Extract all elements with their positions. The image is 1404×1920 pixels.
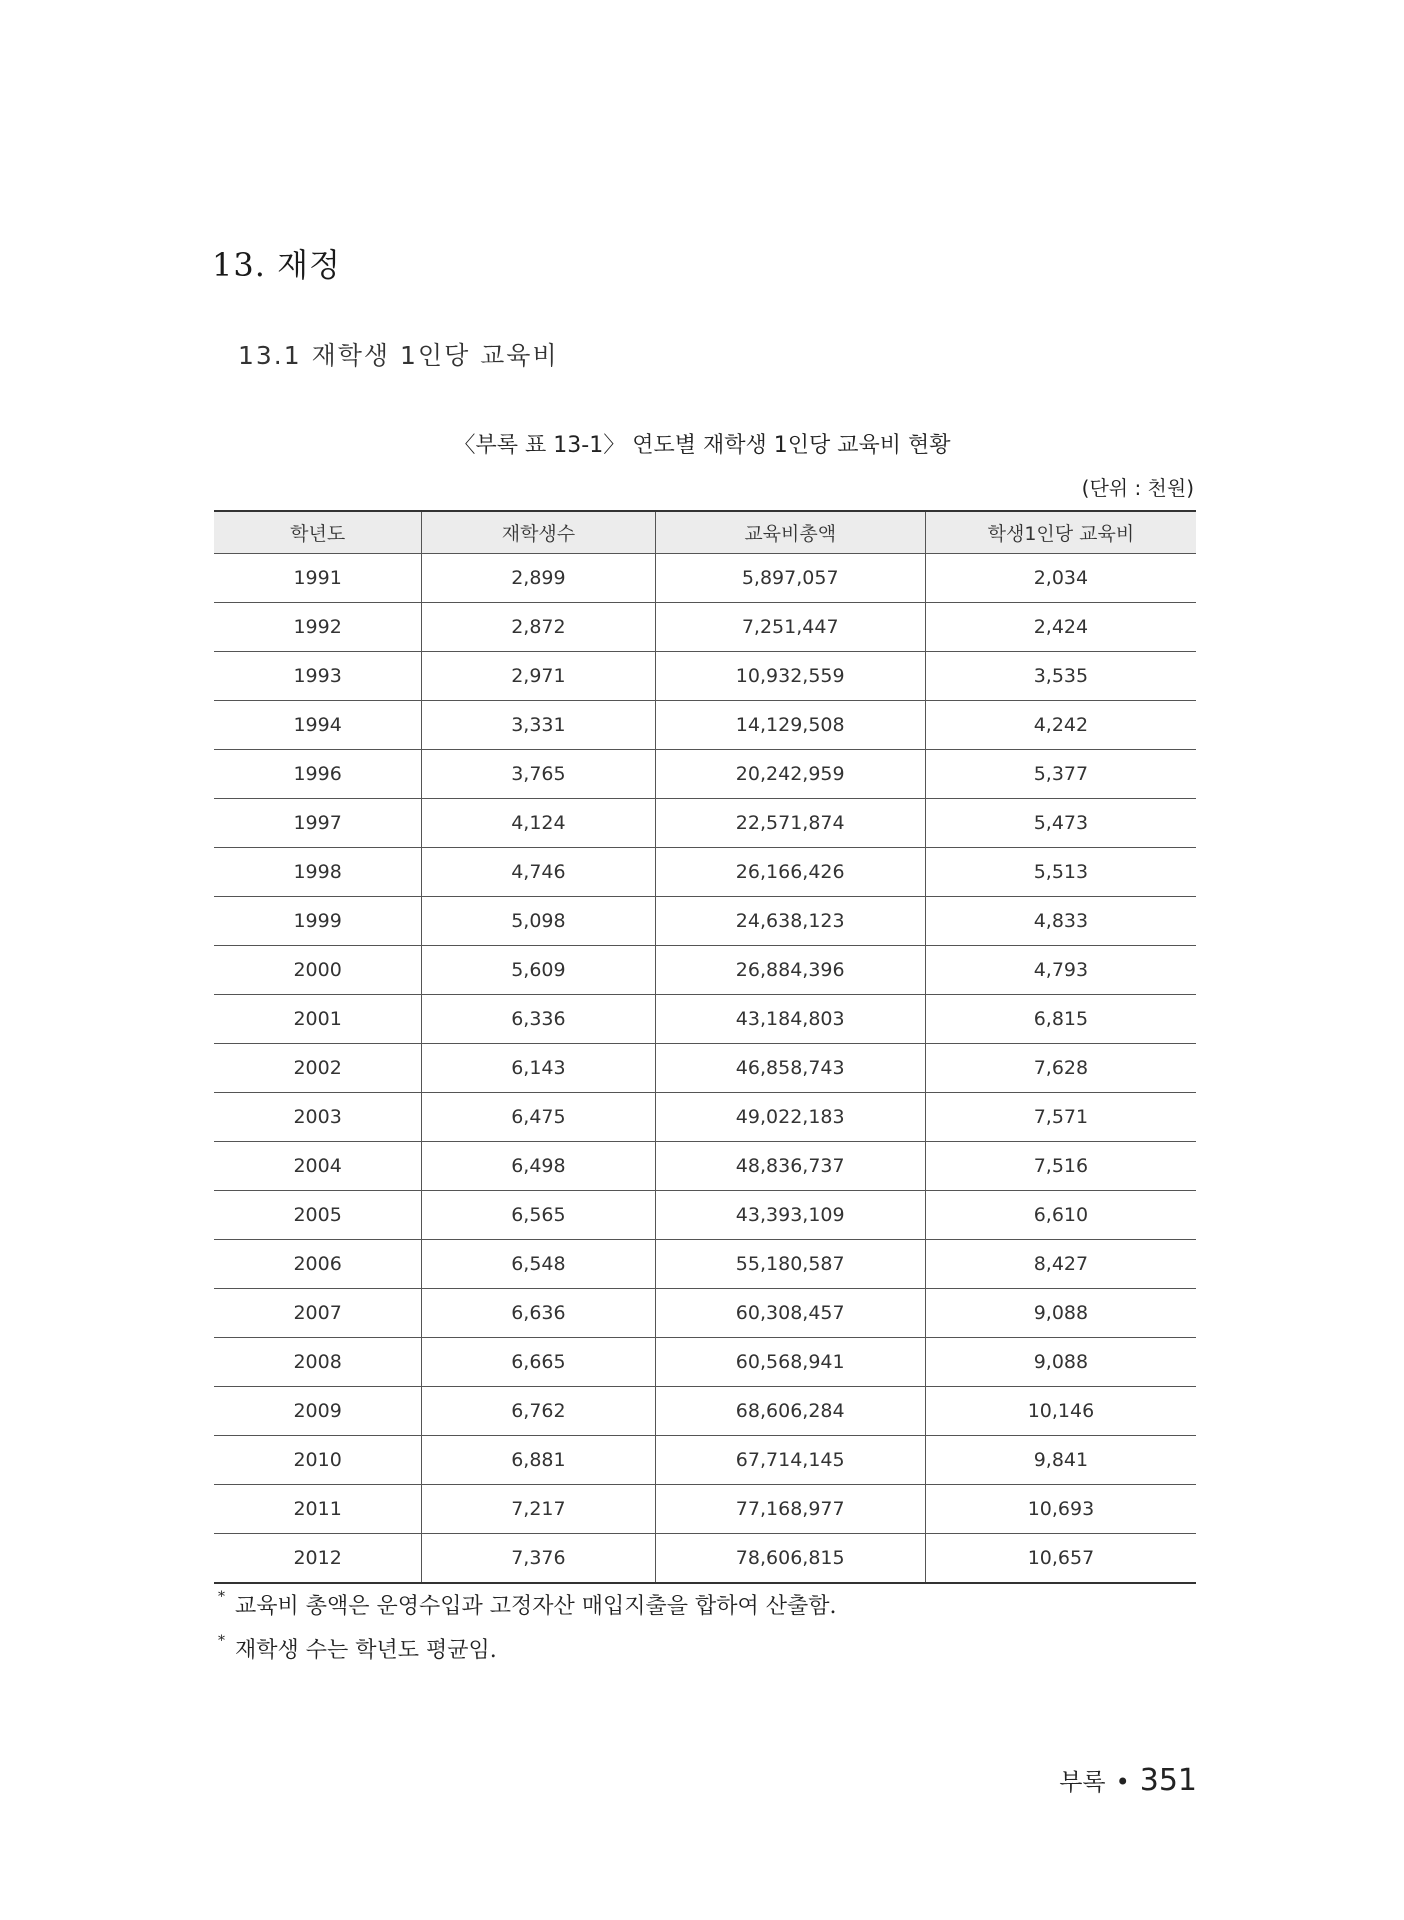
cell-year: 2001 <box>214 995 422 1044</box>
cell-year: 2007 <box>214 1289 422 1338</box>
footnote-student-count <box>218 1633 497 1664</box>
cell-students: 5,098 <box>422 897 655 946</box>
chapter-title: 13. 재정 <box>212 246 341 284</box>
cell-year: 2004 <box>214 1142 422 1191</box>
cell-total-cost: 24,638,123 <box>655 897 925 946</box>
cell-year: 1992 <box>214 603 422 652</box>
table-row <box>214 1534 1196 1584</box>
footnote-total-cost <box>218 1589 837 1620</box>
cell-year: 1997 <box>214 799 422 848</box>
cell-students: 6,143 <box>422 1044 655 1093</box>
footnote-text: 교육비 총액은 운영수입과 고정자산 매입지출을 합하여 산출함. <box>235 1594 837 1619</box>
cell-total-cost: 20,242,959 <box>655 750 925 799</box>
table-row <box>214 1338 1196 1387</box>
table-row <box>214 1387 1196 1436</box>
unit-label: (단위 : 천원) <box>1081 476 1194 500</box>
cell-students: 6,498 <box>422 1142 655 1191</box>
cell-total-cost: 60,568,941 <box>655 1338 925 1387</box>
header-per-student-cost: 학생1인당 교육비 <box>925 511 1196 554</box>
cell-students: 6,881 <box>422 1436 655 1485</box>
cell-year: 2005 <box>214 1191 422 1240</box>
cell-total-cost: 46,858,743 <box>655 1044 925 1093</box>
table-row <box>214 848 1196 897</box>
cell-total-cost: 7,251,447 <box>655 603 925 652</box>
cell-total-cost: 26,166,426 <box>655 848 925 897</box>
cell-per-student-cost: 8,427 <box>925 1240 1196 1289</box>
cell-students: 2,971 <box>422 652 655 701</box>
header-students: 재학생수 <box>422 511 655 554</box>
cell-per-student-cost: 3,535 <box>925 652 1196 701</box>
footnote-mark: * <box>218 1589 225 1605</box>
cell-year: 2010 <box>214 1436 422 1485</box>
cell-year: 1998 <box>214 848 422 897</box>
cell-students: 6,336 <box>422 995 655 1044</box>
table-body <box>214 554 1196 1584</box>
table-row <box>214 946 1196 995</box>
cell-total-cost: 14,129,508 <box>655 701 925 750</box>
cell-total-cost: 68,606,284 <box>655 1387 925 1436</box>
cell-per-student-cost: 5,377 <box>925 750 1196 799</box>
table-row <box>214 1436 1196 1485</box>
cell-students: 6,548 <box>422 1240 655 1289</box>
page-footer <box>1059 1762 1197 1798</box>
cell-per-student-cost: 5,473 <box>925 799 1196 848</box>
cell-total-cost: 43,184,803 <box>655 995 925 1044</box>
cell-per-student-cost: 10,657 <box>925 1534 1196 1584</box>
table-row <box>214 1485 1196 1534</box>
cell-per-student-cost: 7,628 <box>925 1044 1196 1093</box>
cell-per-student-cost: 9,841 <box>925 1436 1196 1485</box>
table-row <box>214 652 1196 701</box>
cell-students: 6,762 <box>422 1387 655 1436</box>
table-row <box>214 1191 1196 1240</box>
cell-year: 2002 <box>214 1044 422 1093</box>
cell-students: 3,331 <box>422 701 655 750</box>
section-title: 13.1 재학생 1인당 교육비 <box>238 341 559 370</box>
cell-per-student-cost: 6,815 <box>925 995 1196 1044</box>
cell-total-cost: 48,836,737 <box>655 1142 925 1191</box>
cell-students: 4,746 <box>422 848 655 897</box>
cell-year: 2003 <box>214 1093 422 1142</box>
table-header-row <box>214 511 1196 554</box>
cell-year: 2000 <box>214 946 422 995</box>
cell-total-cost: 10,932,559 <box>655 652 925 701</box>
table-row <box>214 1044 1196 1093</box>
header-total-cost: 교육비총액 <box>655 511 925 554</box>
cell-year: 2011 <box>214 1485 422 1534</box>
cell-per-student-cost: 2,424 <box>925 603 1196 652</box>
cell-per-student-cost: 10,146 <box>925 1387 1196 1436</box>
footnote-mark: * <box>218 1633 225 1649</box>
table-row <box>214 750 1196 799</box>
table-row <box>214 897 1196 946</box>
cell-total-cost: 49,022,183 <box>655 1093 925 1142</box>
cell-students: 2,899 <box>422 554 655 603</box>
table-row <box>214 995 1196 1044</box>
cell-year: 1993 <box>214 652 422 701</box>
table-row <box>214 1289 1196 1338</box>
cell-per-student-cost: 7,516 <box>925 1142 1196 1191</box>
cell-per-student-cost: 2,034 <box>925 554 1196 603</box>
cell-total-cost: 43,393,109 <box>655 1191 925 1240</box>
footer-bullet: • <box>1115 1768 1130 1796</box>
cell-year: 1994 <box>214 701 422 750</box>
table-row <box>214 701 1196 750</box>
cell-students: 7,376 <box>422 1534 655 1584</box>
table-caption: 〈부록 표 13-1〉 연도별 재학생 1인당 교육비 현황 <box>453 433 951 458</box>
cell-students: 2,872 <box>422 603 655 652</box>
footnote-text: 재학생 수는 학년도 평균임. <box>235 1638 497 1663</box>
cell-total-cost: 22,571,874 <box>655 799 925 848</box>
cell-per-student-cost: 4,833 <box>925 897 1196 946</box>
cell-total-cost: 26,884,396 <box>655 946 925 995</box>
cell-students: 6,475 <box>422 1093 655 1142</box>
cell-total-cost: 55,180,587 <box>655 1240 925 1289</box>
cell-per-student-cost: 9,088 <box>925 1338 1196 1387</box>
education-cost-table <box>214 510 1196 1584</box>
cell-students: 6,636 <box>422 1289 655 1338</box>
header-year: 학년도 <box>214 511 422 554</box>
page-number: 351 <box>1139 1763 1197 1798</box>
cell-year: 1999 <box>214 897 422 946</box>
cell-per-student-cost: 6,610 <box>925 1191 1196 1240</box>
table-row <box>214 603 1196 652</box>
cell-year: 2009 <box>214 1387 422 1436</box>
cell-total-cost: 5,897,057 <box>655 554 925 603</box>
cell-year: 2012 <box>214 1534 422 1584</box>
table-row <box>214 1093 1196 1142</box>
table-row <box>214 799 1196 848</box>
cell-year: 2006 <box>214 1240 422 1289</box>
table-row <box>214 1240 1196 1289</box>
cell-total-cost: 77,168,977 <box>655 1485 925 1534</box>
cell-students: 6,665 <box>422 1338 655 1387</box>
cell-total-cost: 60,308,457 <box>655 1289 925 1338</box>
cell-year: 1996 <box>214 750 422 799</box>
cell-students: 3,765 <box>422 750 655 799</box>
cell-per-student-cost: 4,793 <box>925 946 1196 995</box>
cell-per-student-cost: 4,242 <box>925 701 1196 750</box>
cell-per-student-cost: 7,571 <box>925 1093 1196 1142</box>
cell-students: 5,609 <box>422 946 655 995</box>
cell-year: 2008 <box>214 1338 422 1387</box>
table-row <box>214 554 1196 603</box>
footer-label: 부록 <box>1059 1768 1106 1796</box>
cell-students: 4,124 <box>422 799 655 848</box>
cell-total-cost: 67,714,145 <box>655 1436 925 1485</box>
cell-students: 6,565 <box>422 1191 655 1240</box>
cell-students: 7,217 <box>422 1485 655 1534</box>
cell-total-cost: 78,606,815 <box>655 1534 925 1584</box>
cell-per-student-cost: 10,693 <box>925 1485 1196 1534</box>
cell-per-student-cost: 5,513 <box>925 848 1196 897</box>
cell-year: 1991 <box>214 554 422 603</box>
cell-per-student-cost: 9,088 <box>925 1289 1196 1338</box>
table-row <box>214 1142 1196 1191</box>
